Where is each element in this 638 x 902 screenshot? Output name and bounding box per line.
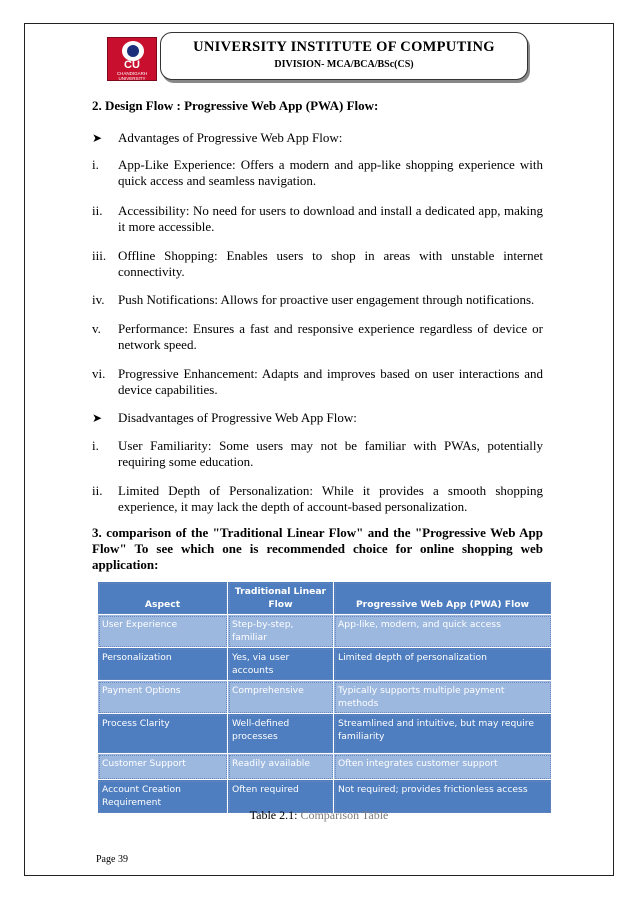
- disadvantages-title: Disadvantages of Progressive Web App Flow:: [118, 410, 357, 425]
- list-item: Push Notifications: Allows for proactive user engagement through notifications.: [118, 292, 535, 307]
- table-row: [98, 714, 552, 754]
- list-number: i.: [92, 438, 99, 453]
- table-header-traditional: Traditional Linear Flow: [228, 582, 334, 615]
- table-cell: Step-by-step, familiar: [228, 615, 334, 648]
- table-cell: Often integrates customer support: [334, 754, 552, 780]
- list-item: Limited Depth of Personalization: While it provides a smooth shopping experience, it may lack the depth of account-based personalization.: [118, 483, 543, 514]
- arrow-bullet-icon: ➤: [92, 131, 103, 145]
- list-number: i.: [92, 157, 99, 172]
- logo-subtext: CHANDIGARH UNIVERSITY: [116, 71, 148, 81]
- comparison-table: [97, 581, 552, 814]
- table-row: [98, 615, 552, 648]
- list-number: iii.: [92, 248, 107, 263]
- table-cell: Payment Options: [98, 681, 228, 714]
- list-item: Progressive Enhancement: Adapts and improves based on user interactions and device capabilities.: [118, 366, 543, 397]
- table-cell: Streamlined and intuitive, but may require familiarity: [334, 714, 552, 754]
- advantages-title: Advantages of Progressive Web App Flow:: [118, 130, 343, 145]
- table-cell: Limited depth of personalization: [334, 648, 552, 681]
- table-row: [98, 681, 552, 714]
- list-item: User Familiarity: Some users may not be familiar with PWAs, potentially requiring some education.: [118, 438, 543, 469]
- table-cell: Process Clarity: [98, 714, 228, 754]
- table-header-aspect: Aspect: [98, 582, 228, 615]
- list-number: v.: [92, 321, 101, 336]
- institute-name: UNIVERSITY INSTITUTE OF COMPUTING: [193, 39, 495, 55]
- table-cell: Well-defined processes: [228, 714, 334, 754]
- list-item: Accessibility: No need for users to download and install a dedicated app, making it more accessible.: [118, 203, 543, 234]
- table-cell: Customer Support: [98, 754, 228, 780]
- section-3-heading: 3. comparison of the "Traditional Linear Flow" and the "Progressive Web App Flow" To see which one is recommended choice for online shopping web application:: [92, 525, 543, 572]
- list-item: Performance: Ensures a fast and responsive experience regardless of device or network speed.: [118, 321, 543, 352]
- section-2-heading: 2. Design Flow : Progressive Web App (PWA) Flow:: [92, 98, 379, 113]
- list-item: App-Like Experience: Offers a modern and app-like shopping experience with quick access and seamless navigation.: [118, 157, 543, 188]
- table-cell: Not required; provides frictionless access: [334, 780, 552, 814]
- table-cell: Account Creation Requirement: [98, 780, 228, 814]
- table-cell: Comprehensive: [228, 681, 334, 714]
- table-cell: Typically supports multiple payment methods: [334, 681, 552, 714]
- caption-text: Comparison Table: [297, 808, 389, 822]
- table-cell: Readily available: [228, 754, 334, 780]
- table-cell: User Experience: [98, 615, 228, 648]
- list-number: vi.: [92, 366, 106, 381]
- table-cell: Yes, via user accounts: [228, 648, 334, 681]
- table-cell: App-like, modern, and quick access: [334, 615, 552, 648]
- list-number: ii.: [92, 483, 103, 498]
- table-row: [98, 754, 552, 780]
- page-number: Page 39: [96, 854, 128, 865]
- table-cell: Personalization: [98, 648, 228, 681]
- emblem-icon: [122, 41, 144, 61]
- caption-label: Table 2.1:: [249, 808, 298, 822]
- division-name: DIVISION- MCA/BCA/BSc(CS): [274, 59, 414, 70]
- logo-text: CU: [124, 59, 140, 71]
- header-banner: [160, 32, 528, 80]
- table-row: [98, 648, 552, 681]
- list-number: iv.: [92, 292, 105, 307]
- table-header-pwa: Progressive Web App (PWA) Flow: [334, 582, 552, 615]
- table-caption: [0, 808, 638, 823]
- table-cell: Often required: [228, 780, 334, 814]
- university-logo: [107, 37, 157, 81]
- list-number: ii.: [92, 203, 103, 218]
- arrow-bullet-icon: ➤: [92, 411, 103, 425]
- list-item: Offline Shopping: Enables users to shop in areas with unstable internet connectivity.: [118, 248, 543, 279]
